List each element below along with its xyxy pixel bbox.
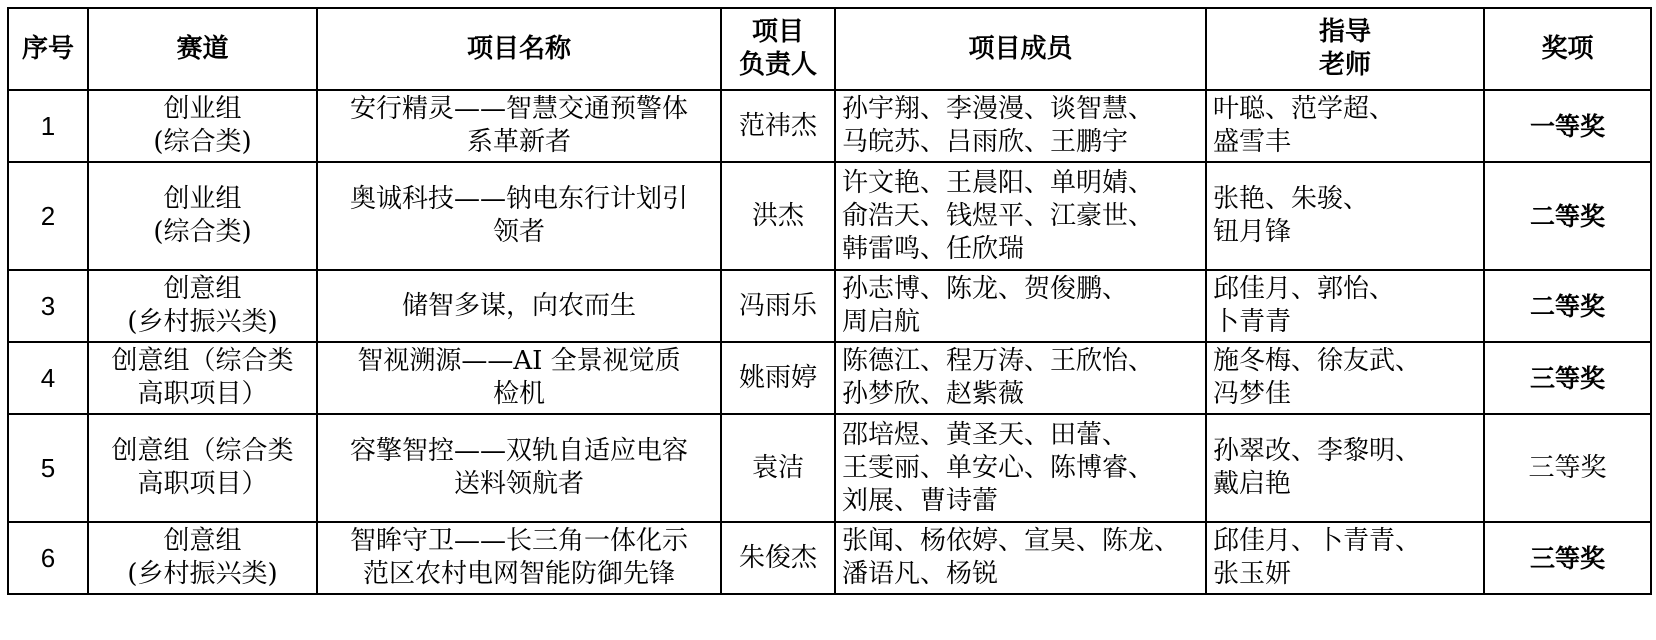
cell-members (835, 90, 1206, 162)
project-line: 智视溯源——AI 全景视觉质 (357, 346, 681, 376)
members-line: 马皖苏、吕雨欣、王鹏宇 (842, 127, 1129, 157)
cell-project (317, 522, 721, 594)
cell-leader: 冯雨乐 (721, 270, 835, 342)
cell-track (88, 270, 317, 342)
cell-project (317, 162, 721, 270)
members-line: 潘语凡、杨锐 (842, 559, 999, 589)
project-line: 容擎智控——双轨自适应电容 (349, 436, 688, 466)
table-body (8, 90, 1651, 594)
project-line: 智眸守卫——长三角一体化示 (349, 526, 688, 556)
header-leader (721, 8, 835, 90)
advisors-line: 邱佳月、郭怡、 (1213, 274, 1396, 304)
track-line: (综合类) (153, 217, 252, 247)
project-line: 系革新者 (466, 127, 571, 157)
awards-table (7, 7, 1652, 595)
cell-advisors (1206, 270, 1484, 342)
table-row (8, 342, 1651, 414)
cell-leader: 范祎杰 (721, 90, 835, 162)
cell-leader: 朱俊杰 (721, 522, 835, 594)
cell-project (317, 270, 721, 342)
cell-project (317, 90, 721, 162)
cell-track (88, 90, 317, 162)
cell-members (835, 414, 1206, 522)
cell-award: 二等奖 (1484, 162, 1651, 270)
cell-award: 二等奖 (1484, 270, 1651, 342)
members-line: 俞浩天、钱煜平、江豪世、 (842, 200, 1155, 231)
cell-index: 5 (8, 414, 88, 522)
advisors-line: 卜青青 (1213, 307, 1292, 337)
header-project: 项目名称 (317, 8, 721, 90)
advisors-line: 钮月锋 (1213, 217, 1292, 247)
header-members: 项目成员 (835, 8, 1206, 90)
advisors-line: 盛雪丰 (1213, 127, 1292, 157)
header-advisor-line1: 指导 (1318, 17, 1371, 47)
track-line: 创意组（综合类 (111, 346, 294, 376)
table-row (8, 270, 1651, 342)
members-line: 韩雷鸣、任欣瑞 (842, 233, 1025, 264)
track-line: 创业组 (163, 94, 242, 124)
cell-award: 三等奖 (1484, 342, 1651, 414)
members-line: 周启航 (842, 307, 921, 337)
cell-index: 4 (8, 342, 88, 414)
members-line: 许文艳、王晨阳、单明婧、 (842, 167, 1155, 198)
advisors-line: 孙翠改、李黎明、 (1213, 436, 1422, 466)
members-line: 孙志博、陈龙、贺俊鹏、 (842, 274, 1129, 304)
table-row (8, 414, 1651, 522)
advisors-line: 戴启艳 (1213, 469, 1292, 499)
members-line: 邵培煜、黄圣天、田蕾、 (842, 419, 1129, 450)
cell-track (88, 414, 317, 522)
cell-advisors (1206, 522, 1484, 594)
cell-leader: 洪杰 (721, 162, 835, 270)
cell-members (835, 522, 1206, 594)
cell-award: 一等奖 (1484, 90, 1651, 162)
advisors-line: 邱佳月、卜青青、 (1213, 526, 1422, 556)
track-line: 高职项目） (137, 469, 268, 499)
cell-members (835, 342, 1206, 414)
project-line: 储智多谋，向农而生 (401, 290, 636, 321)
cell-advisors (1206, 162, 1484, 270)
table-row (8, 522, 1651, 594)
header-leader-line1: 项目 (751, 17, 804, 47)
header-index: 序号 (8, 8, 88, 90)
cell-index: 1 (8, 90, 88, 162)
cell-award: 三等奖 (1484, 522, 1651, 594)
table-row (8, 90, 1651, 162)
cell-project (317, 414, 721, 522)
cell-track (88, 342, 317, 414)
cell-advisors (1206, 342, 1484, 414)
cell-index: 2 (8, 162, 88, 270)
cell-advisors (1206, 414, 1484, 522)
header-row (8, 8, 1651, 90)
members-line: 王雯丽、单安心、陈博睿、 (842, 452, 1155, 483)
cell-award: 三等奖 (1484, 414, 1651, 522)
members-line: 张闻、杨依婷、宣昊、陈龙、 (842, 526, 1181, 556)
project-line: 领者 (492, 217, 545, 247)
members-line: 陈德江、程万涛、王欣怡、 (842, 346, 1155, 376)
header-track: 赛道 (88, 8, 317, 90)
header-advisor-line2: 老师 (1318, 50, 1371, 80)
header-leader-line2: 负责人 (738, 50, 817, 80)
members-line: 刘展、曹诗蕾 (842, 485, 999, 516)
header-award: 奖项 (1484, 8, 1651, 90)
project-line: 送料领航者 (453, 469, 584, 499)
track-line: (乡村振兴类) (127, 307, 278, 337)
cell-members (835, 162, 1206, 270)
advisors-line: 冯梦佳 (1213, 379, 1292, 409)
track-line: 创意组 (163, 274, 242, 304)
cell-advisors (1206, 90, 1484, 162)
header-advisors (1206, 8, 1484, 90)
track-line: 创意组（综合类 (111, 436, 294, 466)
project-line: 范区农村电网智能防御先锋 (362, 559, 675, 589)
cell-index: 3 (8, 270, 88, 342)
members-line: 孙梦欣、赵紫薇 (842, 379, 1025, 409)
track-line: 创意组 (163, 526, 242, 556)
track-line: (乡村振兴类) (127, 559, 278, 589)
cell-track (88, 162, 317, 270)
advisors-line: 张玉妍 (1213, 559, 1292, 589)
project-line: 检机 (492, 379, 545, 409)
advisors-line: 施冬梅、徐友武、 (1213, 346, 1422, 376)
cell-index: 6 (8, 522, 88, 594)
cell-track (88, 522, 317, 594)
cell-leader: 姚雨婷 (721, 342, 835, 414)
table-row (8, 162, 1651, 270)
advisors-line: 张艳、朱骏、 (1213, 184, 1370, 214)
project-line: 安行精灵——智慧交通预警体 (349, 94, 688, 124)
cell-members (835, 270, 1206, 342)
cell-leader: 袁洁 (721, 414, 835, 522)
track-line: 高职项目） (137, 379, 268, 409)
cell-project (317, 342, 721, 414)
track-line: (综合类) (153, 127, 252, 157)
project-line: 奥诚科技——钠电东行计划引 (349, 184, 688, 214)
track-line: 创业组 (163, 184, 242, 214)
awards-table-container (7, 7, 1652, 595)
advisors-line: 叶聪、范学超、 (1213, 94, 1396, 124)
members-line: 孙宇翔、李漫漫、谈智慧、 (842, 94, 1155, 124)
